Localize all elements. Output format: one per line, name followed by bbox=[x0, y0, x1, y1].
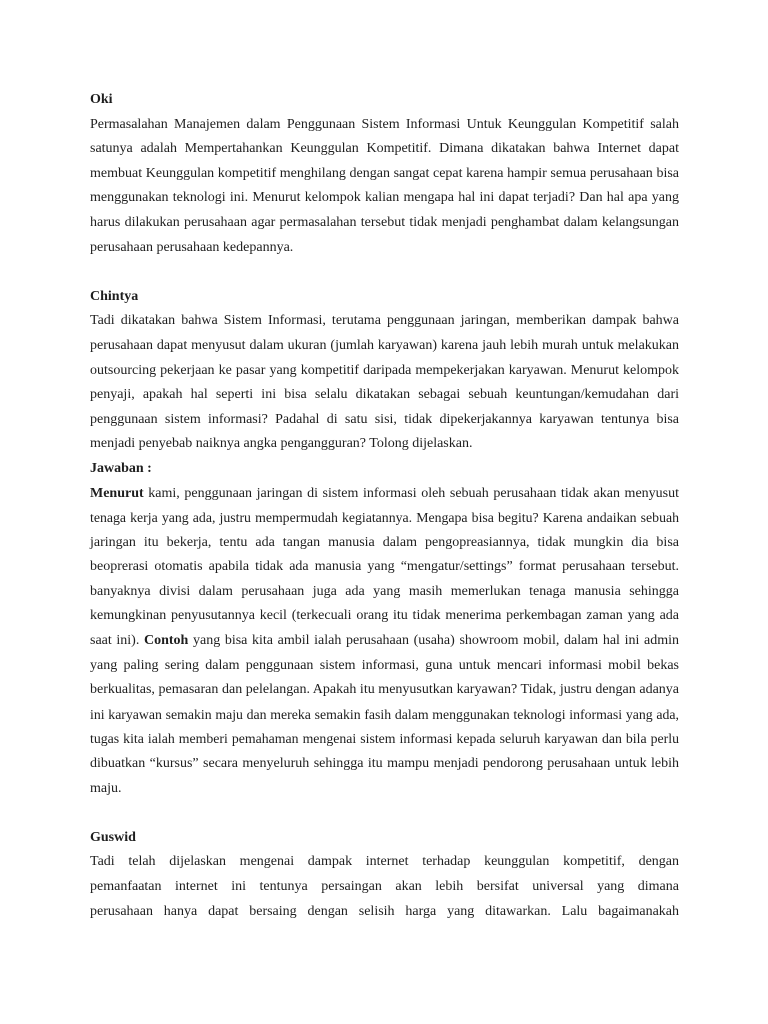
text-line: yang paling sering dalam penggunaan sistem informasi, guna untuk mencari informasi mobil bekas bbox=[90, 657, 679, 673]
section-heading: Chintya bbox=[90, 288, 139, 304]
paragraph bbox=[90, 113, 679, 261]
paragraph bbox=[90, 850, 679, 924]
section-heading: Guswid bbox=[90, 829, 136, 845]
text-line: beoprerasi otomatis apabila tidak ada manusia yang “mengatur/settings” format perusahaan tersebut. bbox=[90, 559, 679, 575]
text-line: perusahaan hanya dapat bersaing dengan selisih harga yang ditawarkan. Lalu bagaimanakah bbox=[90, 903, 679, 919]
text-line: penggunaan sistem informasi? Padahal di satu sisi, tidak dipekerjakannya karyawan tentunya bisa bbox=[90, 411, 679, 427]
text-line: pemanfaatan internet ini tentunya persaingan akan lebih bersifat universal yang dimana bbox=[90, 879, 679, 894]
bold-term: Contoh bbox=[143, 633, 189, 649]
bold-term: Menurut bbox=[90, 485, 144, 501]
text-line: membuat Keunggulan kompetitif menghilang dengan sangat cepat karena hampir semua perusahaan bisa bbox=[90, 165, 679, 181]
text-segment: yang bisa kita ambil ialah perusahaan (usaha) showroom mobil, dalam hal ini admin bbox=[188, 633, 679, 649]
text-line: ini karyawan semakin maju dan mereka semakin fasih dalam menggunakan teknologi informasi yang ada, bbox=[90, 706, 679, 722]
text-line: menjadi penyebab naiknya angka pengangguran? Tolong dijelaskan. bbox=[90, 436, 473, 452]
text-line: jaringan itu bekerja, tentu ada tangan manusia dalam pengopreasiannya, tidak mungkin dia bisa bbox=[90, 534, 679, 550]
text-line: Tadi dikatakan bahwa Sistem Informasi, terutama penggunaan jaringan, memberikan dampak bahwa bbox=[90, 313, 679, 329]
text-line: perusahaan dapat menyusut dalam ukuran (jumlah karyawan) karena jauh lebih murah untuk melakukan bbox=[90, 337, 679, 353]
text-line: penyaji, apakah hal seperti ini bisa selalu dikatakan sebagai sebuah keuntungan/kemudahan dari bbox=[90, 387, 679, 403]
paragraph bbox=[90, 309, 679, 457]
text-segment: kami, penggunaan jaringan di sistem informasi oleh sebuah perusahaan tidak akan menyusut bbox=[143, 485, 679, 501]
text-line: menggunakan teknologi ini. Menurut kelompok kalian mengapa hal ini dapat terjadi? Dan hal apa yang bbox=[90, 190, 679, 206]
text-line: Tadi telah dijelaskan mengenai dampak internet terhadap keunggulan kompetitif, dengan bbox=[90, 854, 679, 870]
text-line: harus dilakukan perusahaan agar permasalahan tersebut tidak menjadi penghambat dalam kelangsungan bbox=[90, 214, 679, 230]
text-line: berkualitas, pemasaran dan pelelangan. Apakah itu menyusutkan karyawan? Tidak, justru dengan adanya bbox=[90, 682, 679, 698]
text-line: maju. bbox=[90, 780, 122, 796]
section-heading: Jawaban : bbox=[90, 460, 152, 476]
text-line: tugas kita ialah memberi pemahaman mengenai sistem informasi kepada seluruh karyawan dan bila perlu bbox=[90, 731, 679, 747]
text-line: perusahaan perusahaan kedepannya. bbox=[90, 239, 294, 255]
text-line bbox=[90, 629, 679, 654]
paragraph-spacer bbox=[90, 260, 679, 285]
text-segment: saat ini). bbox=[90, 633, 144, 649]
text-line: tenaga kerja yang ada, justru mempermudah kegiatannya. Mengapa bisa begitu? Karena andaikan sebuah bbox=[90, 510, 679, 526]
paragraph bbox=[90, 482, 679, 802]
text-line: kemungkinan penyusutannya kecil (terkecuali orang itu tidak menerima perkembagan zaman yang ada bbox=[90, 608, 679, 624]
section-heading: Oki bbox=[90, 92, 113, 107]
text-line: satunya adalah Mempertahankan Keunggulan Kompetitif. Dimana dikatakan bahwa Internet dapat bbox=[90, 141, 679, 157]
text-line: outsourcing pekerjaan ke pasar yang kompetitif daripada mempekerjakan karyawan. Menurut kelompok bbox=[90, 362, 679, 378]
text-line: dibuatkan “kursus” secara menyeluruh sehingga itu mampu menjadi pendorong perusahaan untuk lebih bbox=[90, 756, 679, 772]
paragraph-spacer bbox=[90, 801, 679, 826]
text-line: Permasalahan Manajemen dalam Penggunaan Sistem Informasi Untuk Keunggulan Kompetitif salah bbox=[90, 116, 679, 132]
text-line: banyaknya divisi dalam perusahaan juga ada yang masih memerlukan tenaga manusia sehingga bbox=[90, 583, 679, 599]
text-line bbox=[90, 482, 679, 507]
document-page bbox=[90, 88, 679, 924]
